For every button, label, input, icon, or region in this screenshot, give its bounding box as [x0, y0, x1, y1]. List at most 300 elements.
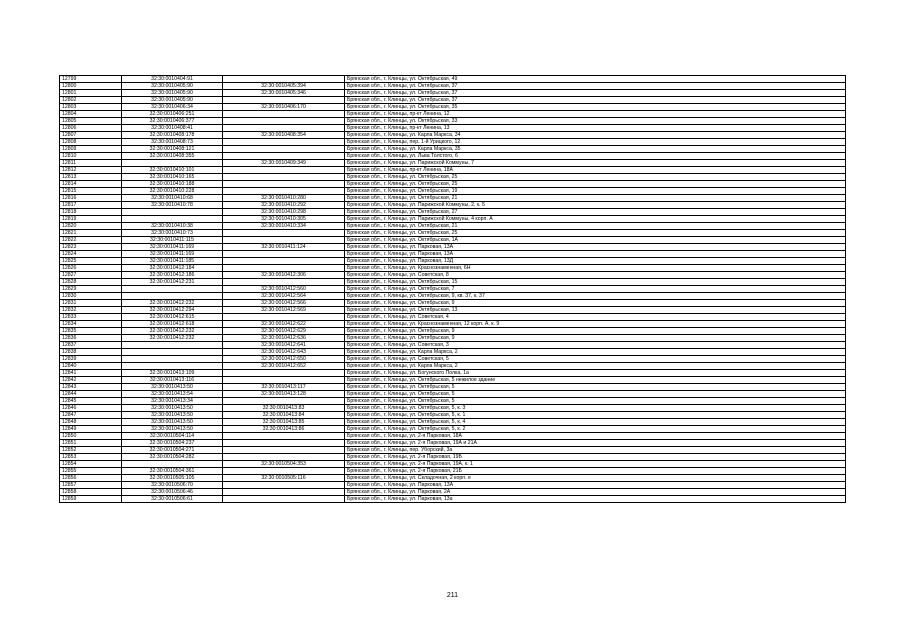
address-cell: Брянская обл., г. Клинцы, ул. Октябрьская, 5, к. 1	[345, 412, 846, 419]
address-cell: Брянская обл., г. Клинцы, ул. Карла Маркса, 35	[345, 146, 846, 153]
table-row	[60, 314, 846, 321]
cadastral-number-cell: 32:30:0010408:178	[122, 132, 223, 139]
cadastral-number-cell: 32:30:0010413:50	[122, 405, 223, 412]
object-number-cell: 32:30:0010413:85	[223, 419, 345, 426]
row-number-cell: 12834	[60, 321, 122, 328]
row-number-cell: 12811	[60, 160, 122, 167]
table-row	[60, 307, 846, 314]
cadastral-number-cell: 32:30:0010413:54	[122, 391, 223, 398]
row-number-cell: 12844	[60, 391, 122, 398]
table-row	[60, 426, 846, 433]
object-number-cell: 32:30:0010412:650	[223, 356, 345, 363]
row-number-cell: 12846	[60, 405, 122, 412]
address-cell: Брянская обл., г. Клинцы, ул. Октябрьская, 37	[345, 83, 846, 90]
table-row	[60, 265, 846, 272]
cadastral-number-cell: 32:30:0010410:68	[122, 195, 223, 202]
row-number-cell: 12841	[60, 370, 122, 377]
address-cell: Брянская обл., г. Клинцы, ул. Октябрьская, 1А	[345, 237, 846, 244]
row-number-cell: 12803	[60, 104, 122, 111]
table-row	[60, 90, 846, 97]
row-number-cell: 12825	[60, 258, 122, 265]
address-cell: Брянская обл., г. Клинцы, ул. Парковая, 2А	[345, 489, 846, 496]
object-number-cell	[223, 265, 345, 272]
address-cell: Брянская обл., г. Клинцы, ул. Октябрьская, 15	[345, 279, 846, 286]
object-number-cell	[223, 139, 345, 146]
address-cell: Брянская обл., г. Клинцы, ул. Краснознаменная, 12 корп. А, к. 9	[345, 321, 846, 328]
object-number-cell: 32:30:0010410:298	[223, 209, 345, 216]
address-cell: Брянская обл., г. Клинцы, ул. Октябрьская, 37	[345, 97, 846, 104]
table-row	[60, 76, 846, 83]
address-cell: Брянская обл., г. Клинцы, ул. Октябрьская, 33	[345, 118, 846, 125]
row-number-cell: 12824	[60, 251, 122, 258]
cadastral-number-cell: 32:30:0010410:73	[122, 230, 223, 237]
table-row	[60, 496, 846, 503]
object-number-cell	[223, 97, 345, 104]
address-cell: Брянская обл., г. Клинцы, ул. Парижской Коммуны, 4 корп. А	[345, 216, 846, 223]
object-number-cell	[223, 146, 345, 153]
row-number-cell: 12804	[60, 111, 122, 118]
object-number-cell: 32:30:0010413:83	[223, 405, 345, 412]
row-number-cell: 12854	[60, 461, 122, 468]
cadastral-number-cell: 32:30:0010411:169	[122, 244, 223, 251]
row-number-cell: 12819	[60, 216, 122, 223]
object-number-cell	[223, 314, 345, 321]
object-number-cell	[223, 258, 345, 265]
address-cell: Брянская обл., г. Клинцы, ул. Октябрьская, 9	[345, 300, 846, 307]
row-number-cell: 12807	[60, 132, 122, 139]
table-row	[60, 440, 846, 447]
object-number-cell: 32:30:0010410:280	[223, 195, 345, 202]
object-number-cell	[223, 370, 345, 377]
object-number-cell	[223, 167, 345, 174]
address-cell: Брянская обл., г. Клинцы, ул. Богунского Полка, 1а	[345, 370, 846, 377]
cadastral-number-cell: 32:30:0010405:90	[122, 97, 223, 104]
cadastral-number-cell: 32:30:0010406:377	[122, 118, 223, 125]
row-number-cell: 12820	[60, 223, 122, 230]
table-row	[60, 83, 846, 90]
address-cell: Брянская обл., г. Клинцы, пер. 1-й Урицкого, 12	[345, 139, 846, 146]
object-number-cell	[223, 279, 345, 286]
table-row	[60, 342, 846, 349]
object-number-cell	[223, 468, 345, 475]
address-cell: Брянская обл., г. Клинцы, ул. Парковая, 13А	[345, 244, 846, 251]
row-number-cell: 12800	[60, 83, 122, 90]
cadastral-number-cell	[122, 349, 223, 356]
cadastral-number-cell: 32:30:0010506:61	[122, 496, 223, 503]
page-number: 211	[446, 592, 459, 599]
address-cell: Брянская обл., г. Клинцы, ул. Октябрьская, 25	[345, 181, 846, 188]
cadastral-number-cell: 32:30:0010404:91	[122, 76, 223, 83]
object-number-cell: 32:30:0010505:116	[223, 475, 345, 482]
row-number-cell: 12821	[60, 230, 122, 237]
table-row	[60, 321, 846, 328]
row-number-cell: 12816	[60, 195, 122, 202]
address-cell: Брянская обл., г. Клинцы, ул. Октябрьская, 9	[345, 328, 846, 335]
cadastral-number-cell: 32:30:0010506:70	[122, 482, 223, 489]
address-cell: Брянская обл., г. Клинцы, ул. Парковая, 13а	[345, 496, 846, 503]
address-cell: Брянская обл., г. Клинцы, ул. Октябрьская, 35	[345, 104, 846, 111]
table-row	[60, 370, 846, 377]
object-number-cell: 32:30:0010412:560	[223, 286, 345, 293]
address-cell: Брянская обл., г. Клинцы, ул. Парковая, 13А	[345, 251, 846, 258]
row-number-cell: 12835	[60, 328, 122, 335]
cadastral-number-cell: 32:30:0010412:232	[122, 328, 223, 335]
table-row	[60, 132, 846, 139]
address-cell: Брянская обл., г. Клинцы, пр-кт Ленина, 13	[345, 125, 846, 132]
cadastral-number-cell: 32:30:0010413:50	[122, 412, 223, 419]
cadastral-number-cell: 32:30:0010504:282	[122, 454, 223, 461]
row-number-cell: 12849	[60, 426, 122, 433]
address-cell: Брянская обл., г. Клинцы, пер. Уборский, 3а	[345, 447, 846, 454]
object-number-cell: 32:30:0010410:305	[223, 216, 345, 223]
address-cell: Брянская обл., г. Клинцы, ул. Октябрьская, 5, к. 3	[345, 405, 846, 412]
cadastral-number-cell: 32:30:0010412:618	[122, 321, 223, 328]
table-row	[60, 356, 846, 363]
row-number-cell: 12840	[60, 363, 122, 370]
address-cell: Брянская обл., г. Клинцы, ул. 2-я Парковая, 19Б	[345, 454, 846, 461]
row-number-cell: 12815	[60, 188, 122, 195]
table-row	[60, 97, 846, 104]
cadastral-number-cell: 32:30:0010413:34	[122, 398, 223, 405]
row-number-cell: 12838	[60, 349, 122, 356]
object-number-cell: 32:30:0010412:629	[223, 328, 345, 335]
object-number-cell	[223, 118, 345, 125]
row-number-cell: 12805	[60, 118, 122, 125]
object-number-cell	[223, 440, 345, 447]
object-number-cell: 32:30:0010412:643	[223, 349, 345, 356]
object-number-cell: 32:30:0010413:128	[223, 391, 345, 398]
object-number-cell: 32:30:0010412:622	[223, 321, 345, 328]
cadastral-number-cell	[122, 286, 223, 293]
cadastral-number-cell	[122, 216, 223, 223]
cadastral-number-cell	[122, 160, 223, 167]
row-number-cell: 12830	[60, 293, 122, 300]
object-number-cell	[223, 188, 345, 195]
row-number-cell: 12808	[60, 139, 122, 146]
object-number-cell: 32:30:0010413:86	[223, 426, 345, 433]
address-cell: Брянская обл., г. Клинцы, ул. Октябрьская, 37	[345, 90, 846, 97]
object-number-cell: 32:30:0010413:117	[223, 384, 345, 391]
row-number-cell: 12817	[60, 202, 122, 209]
registry-table	[59, 75, 846, 503]
row-number-cell: 12843	[60, 384, 122, 391]
row-number-cell: 12836	[60, 335, 122, 342]
table-row	[60, 111, 846, 118]
cadastral-number-cell: 32:30:0010405:90	[122, 83, 223, 90]
cadastral-number-cell: 32:30:0010408:41	[122, 125, 223, 132]
row-number-cell: 12851	[60, 440, 122, 447]
table-row	[60, 209, 846, 216]
address-cell: Брянская обл., г. Клинцы, ул. Октябрьская, 21	[345, 223, 846, 230]
cadastral-number-cell: 32:30:0010412:186	[122, 272, 223, 279]
object-number-cell	[223, 377, 345, 384]
object-number-cell: 32:30:0010412:641	[223, 342, 345, 349]
cadastral-number-cell: 32:30:0010412:231	[122, 279, 223, 286]
object-number-cell	[223, 237, 345, 244]
table-row	[60, 468, 846, 475]
object-number-cell	[223, 496, 345, 503]
cadastral-number-cell: 32:30:0010411:115	[122, 237, 223, 244]
object-number-cell	[223, 174, 345, 181]
row-number-cell: 12852	[60, 447, 122, 454]
address-cell: Брянская обл., г. Клинцы, ул. Льва Толстого, 6	[345, 153, 846, 160]
table-row	[60, 300, 846, 307]
row-number-cell: 12813	[60, 174, 122, 181]
object-number-cell: 32:30:0010412:636	[223, 335, 345, 342]
row-number-cell: 12859	[60, 496, 122, 503]
address-cell: Брянская обл., г. Клинцы, ул. Октябрьская, 5	[345, 384, 846, 391]
table-row	[60, 398, 846, 405]
table-row	[60, 433, 846, 440]
row-number-cell: 12828	[60, 279, 122, 286]
table-row	[60, 272, 846, 279]
cadastral-number-cell: 32:30:0010412:615	[122, 314, 223, 321]
row-number-cell: 12858	[60, 489, 122, 496]
cadastral-number-cell: 32:30:0010505:105	[122, 475, 223, 482]
object-number-cell: 32:30:0010412:566	[223, 300, 345, 307]
table-row	[60, 461, 846, 468]
cadastral-number-cell: 32:30:0010504:361	[122, 468, 223, 475]
table-row	[60, 125, 846, 132]
address-cell: Брянская обл., г. Клинцы, ул. Октябрьская, 7	[345, 286, 846, 293]
row-number-cell: 12801	[60, 90, 122, 97]
object-number-cell	[223, 230, 345, 237]
row-number-cell: 12845	[60, 398, 122, 405]
row-number-cell: 12822	[60, 237, 122, 244]
cadastral-number-cell: 32:30:0010406:251	[122, 111, 223, 118]
table-row	[60, 195, 846, 202]
address-cell: Брянская обл., г. Клинцы, ул. Карла Маркса, 2	[345, 363, 846, 370]
table-row	[60, 139, 846, 146]
object-number-cell: 32:30:0010412:652	[223, 363, 345, 370]
cadastral-number-cell: 32:30:0010410:38	[122, 223, 223, 230]
row-number-cell: 12818	[60, 209, 122, 216]
table-row	[60, 447, 846, 454]
address-cell: Брянская обл., г. Клинцы, пр-кт Ленина, 18А	[345, 167, 846, 174]
cadastral-number-cell	[122, 363, 223, 370]
table-row	[60, 412, 846, 419]
cadastral-number-cell: 32:30:0010413:50	[122, 426, 223, 433]
object-number-cell: 32:30:0010405:394	[223, 83, 345, 90]
table-row	[60, 489, 846, 496]
object-number-cell: 32:30:0010411:124	[223, 244, 345, 251]
object-number-cell	[223, 153, 345, 160]
object-number-cell	[223, 482, 345, 489]
address-cell: Брянская обл., г. Клинцы, ул. Парковая, 13А	[345, 482, 846, 489]
cadastral-number-cell: 32:30:0010504:114	[122, 433, 223, 440]
row-number-cell: 12810	[60, 153, 122, 160]
cadastral-number-cell: 32:30:0010410:188	[122, 181, 223, 188]
table-row	[60, 167, 846, 174]
cadastral-number-cell: 32:30:0010504:271	[122, 447, 223, 454]
cadastral-number-cell	[122, 209, 223, 216]
table-row	[60, 293, 846, 300]
object-number-cell: 32:30:0010504:353	[223, 461, 345, 468]
cadastral-number-cell: 32:30:0010405:90	[122, 90, 223, 97]
table-row	[60, 223, 846, 230]
table-row	[60, 384, 846, 391]
address-cell: Брянская обл., г. Клинцы, ул. Октябрьская, 9	[345, 335, 846, 342]
table-row	[60, 202, 846, 209]
object-number-cell: 32:30:0010410:292	[223, 202, 345, 209]
table-row	[60, 335, 846, 342]
row-number-cell: 12837	[60, 342, 122, 349]
cadastral-number-cell: 32:30:0010411:185	[122, 258, 223, 265]
row-number-cell: 12827	[60, 272, 122, 279]
row-number-cell: 12833	[60, 314, 122, 321]
row-number-cell: 12831	[60, 300, 122, 307]
address-cell: Брянская обл., г. Клинцы, ул. Октябрьская, 5	[345, 391, 846, 398]
row-number-cell: 12814	[60, 181, 122, 188]
cadastral-number-cell	[122, 356, 223, 363]
cadastral-number-cell: 32:30:0010408:355	[122, 153, 223, 160]
table-row	[60, 454, 846, 461]
cadastral-number-cell: 32:30:0010412:184	[122, 265, 223, 272]
address-cell: Брянская обл., г. Клинцы, ул. Советская, 5	[345, 356, 846, 363]
table-row	[60, 482, 846, 489]
cadastral-number-cell: 32:30:0010412:232	[122, 300, 223, 307]
cadastral-number-cell: 32:30:0010506:46	[122, 489, 223, 496]
table-row	[60, 118, 846, 125]
object-number-cell	[223, 251, 345, 258]
address-cell: Брянская обл., г. Клинцы, ул. Октябрьская, 25	[345, 230, 846, 237]
table-row	[60, 174, 846, 181]
address-cell: Брянская обл., г. Клинцы, ул. Октябрьская, 5, к. 2	[345, 426, 846, 433]
cadastral-number-cell	[122, 342, 223, 349]
row-number-cell: 12848	[60, 419, 122, 426]
object-number-cell: 32:30:0010412:564	[223, 293, 345, 300]
cadastral-number-cell: 32:30:0010408:121	[122, 146, 223, 153]
address-cell: Брянская обл., г. Клинцы, ул. Карла Маркса, 2	[345, 349, 846, 356]
object-number-cell	[223, 433, 345, 440]
address-cell: Брянская обл., г. Клинцы, ул. Складочная, 2 корп. е	[345, 475, 846, 482]
table-row	[60, 244, 846, 251]
table-row	[60, 181, 846, 188]
address-cell: Брянская обл., г. Клинцы, ул. 2-я Парковая, 19А и 21А	[345, 440, 846, 447]
address-cell: Брянская обл., г. Клинцы, ул. 2-я Парковая, 21Б	[345, 468, 846, 475]
row-number-cell: 12832	[60, 307, 122, 314]
address-cell: Брянская обл., г. Клинцы, ул. Октябрьская, 49	[345, 76, 846, 83]
table-row	[60, 279, 846, 286]
address-cell: Брянская обл., г. Клинцы, ул. Советская, 4	[345, 314, 846, 321]
row-number-cell: 12842	[60, 377, 122, 384]
cadastral-number-cell: 32:30:0010410:78	[122, 202, 223, 209]
table-row	[60, 258, 846, 265]
table-row	[60, 216, 846, 223]
row-number-cell: 12806	[60, 125, 122, 132]
table-row	[60, 349, 846, 356]
row-number-cell: 12812	[60, 167, 122, 174]
address-cell: Брянская обл., г. Клинцы, ул. Октябрьская, 21	[345, 195, 846, 202]
table-row	[60, 363, 846, 370]
table-row	[60, 391, 846, 398]
table-row	[60, 230, 846, 237]
row-number-cell: 12839	[60, 356, 122, 363]
row-number-cell: 12802	[60, 97, 122, 104]
cadastral-number-cell: 32:30:0010410:101	[122, 167, 223, 174]
cadastral-number-cell: 32:30:0010412:232	[122, 335, 223, 342]
object-number-cell: 32:30:0010406:170	[223, 104, 345, 111]
row-number-cell: 12853	[60, 454, 122, 461]
address-cell: Брянская обл., г. Клинцы, ул. Октябрьская, 5, к. 4	[345, 419, 846, 426]
cadastral-number-cell: 32:30:0010410:165	[122, 174, 223, 181]
object-number-cell	[223, 398, 345, 405]
address-cell: Брянская обл., г. Клинцы, ул. Октябрьская, 19	[345, 188, 846, 195]
cadastral-number-cell: 32:30:0010408:73	[122, 139, 223, 146]
address-cell: Брянская обл., г. Клинцы, ул. Советская, 8	[345, 272, 846, 279]
table-row	[60, 475, 846, 482]
object-number-cell	[223, 125, 345, 132]
cadastral-number-cell: 32:30:0010406:34	[122, 104, 223, 111]
object-number-cell	[223, 76, 345, 83]
cadastral-number-cell: 32:30:0010504:237	[122, 440, 223, 447]
address-cell: Брянская обл., г. Клинцы, ул. Парижской Коммуны, 7	[345, 160, 846, 167]
table-row	[60, 286, 846, 293]
address-cell: Брянская обл., г. Клинцы, ул. 2-я Парковая, 18А	[345, 433, 846, 440]
cadastral-number-cell: 32:30:0010411:169	[122, 251, 223, 258]
table-row	[60, 377, 846, 384]
address-cell: Брянская обл., г. Клинцы, пр-кт Ленина, 12	[345, 111, 846, 118]
row-number-cell: 12829	[60, 286, 122, 293]
object-number-cell	[223, 447, 345, 454]
cadastral-number-cell	[122, 461, 223, 468]
object-number-cell: 32:30:0010405:346	[223, 90, 345, 97]
object-number-cell	[223, 489, 345, 496]
object-number-cell: 32:30:0010413:84	[223, 412, 345, 419]
object-number-cell	[223, 454, 345, 461]
registry-table-body	[60, 76, 846, 503]
address-cell: Брянская обл., г. Клинцы, ул. Октябрьская, 25	[345, 174, 846, 181]
table-row	[60, 251, 846, 258]
address-cell: Брянская обл., г. Клинцы, ул. Октябрьская, 13	[345, 307, 846, 314]
address-cell: Брянская обл., г. Клинцы, ул. Октябрьская, 9, кв. 37, к. 37	[345, 293, 846, 300]
row-number-cell: 12847	[60, 412, 122, 419]
row-number-cell: 12823	[60, 244, 122, 251]
row-number-cell: 12855	[60, 468, 122, 475]
object-number-cell: 32:30:0010412:306	[223, 272, 345, 279]
table-row	[60, 328, 846, 335]
address-cell: Брянская обл., г. Клинцы, ул. Парижской Коммуны, 2, к. 5	[345, 202, 846, 209]
row-number-cell: 12799	[60, 76, 122, 83]
row-number-cell: 12826	[60, 265, 122, 272]
table-row	[60, 146, 846, 153]
address-cell: Брянская обл., г. Клинцы, ул. Октябрьская, 5 нежилое здание	[345, 377, 846, 384]
cadastral-number-cell: 32:30:0010413:50	[122, 384, 223, 391]
table-row	[60, 104, 846, 111]
table-row	[60, 419, 846, 426]
row-number-cell: 12850	[60, 433, 122, 440]
cadastral-number-cell: 32:30:0010413:50	[122, 419, 223, 426]
address-cell: Брянская обл., г. Клинцы, ул. Октябрьская, 5	[345, 398, 846, 405]
address-cell: Брянская обл., г. Клинцы, ул. Карла Маркса, 34	[345, 132, 846, 139]
object-number-cell: 32:30:0010409:349	[223, 160, 345, 167]
address-cell: Брянская обл., г. Клинцы, ул. Парковая, 13Д	[345, 258, 846, 265]
table-row	[60, 188, 846, 195]
table-row	[60, 405, 846, 412]
cadastral-number-cell	[122, 293, 223, 300]
object-number-cell: 32:30:0010412:569	[223, 307, 345, 314]
object-number-cell: 32:30:0010410:334	[223, 223, 345, 230]
address-cell: Брянская обл., г. Клинцы, ул. 2-я Парковая, 19А, к. 1	[345, 461, 846, 468]
address-cell: Брянская обл., г. Клинцы, ул. Октябрьская, 27	[345, 209, 846, 216]
row-number-cell: 12856	[60, 475, 122, 482]
address-cell: Брянская обл., г. Клинцы, ул. Советская, 3	[345, 342, 846, 349]
cadastral-number-cell: 32:30:0010410:228	[122, 188, 223, 195]
object-number-cell	[223, 181, 345, 188]
cadastral-number-cell: 32:30:0010412:294	[122, 307, 223, 314]
table-row	[60, 153, 846, 160]
table-row	[60, 237, 846, 244]
